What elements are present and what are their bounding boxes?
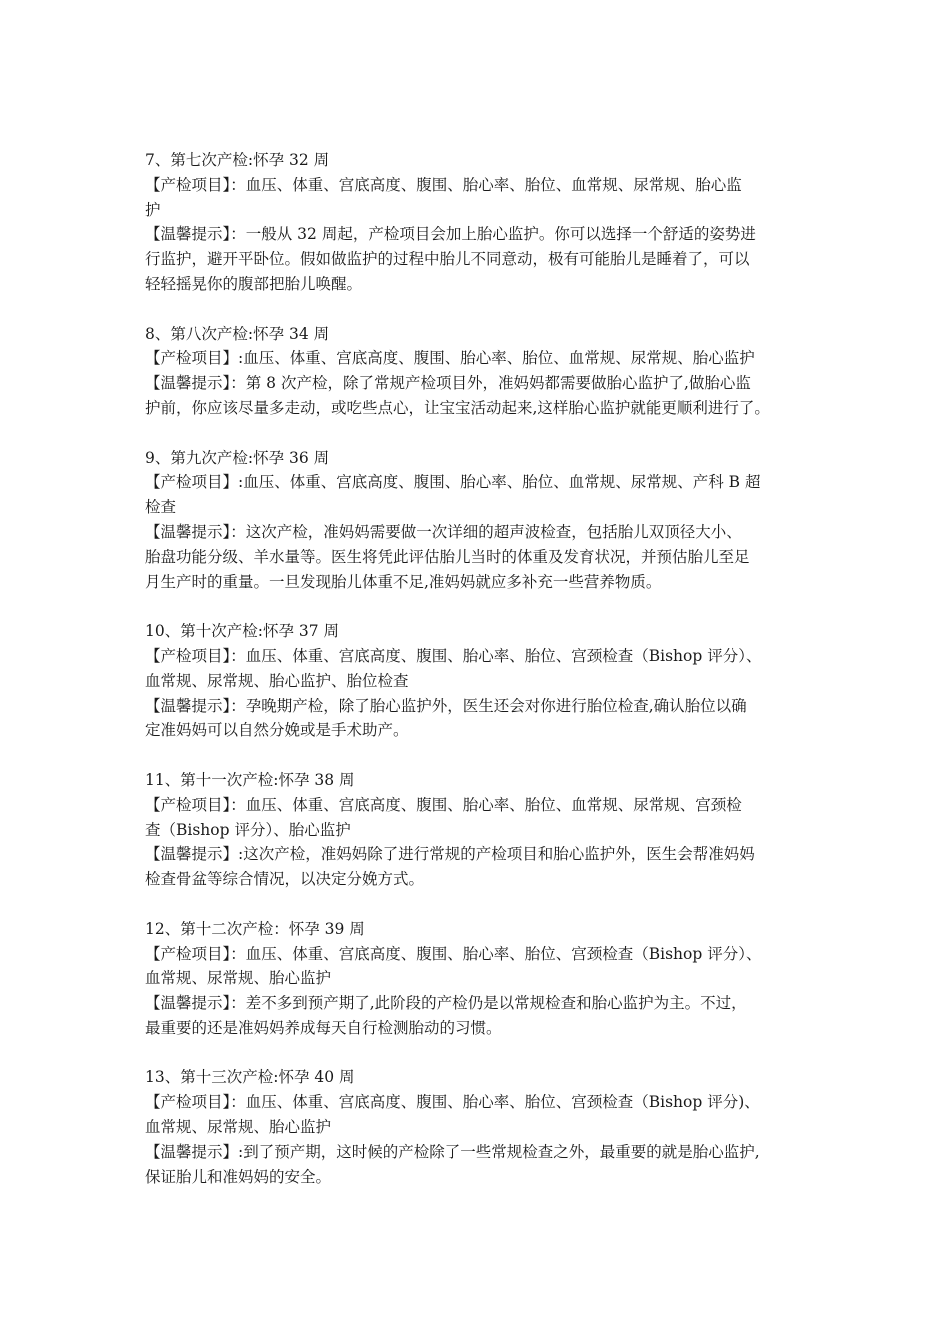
- tips-text: 【温馨提示】：第 8 次产检，除了常规产检项目外，准妈妈都需要做胎心监护了,做胎心监: [145, 374, 751, 393]
- checkup-items-cont: 检查: [145, 498, 177, 517]
- checkup-section-10: [145, 619, 815, 743]
- checkup-items: 【产检项目】：血压、体重、宫底高度、腹围、胎心率、胎位、宫颈检查（Bishop 评分）、: [145, 646, 762, 665]
- tips-text: 【温馨提示】：孕晚期产检，除了胎心监护外，医生还会对你进行胎位检查,确认胎位以确: [145, 696, 747, 715]
- tips-text: 【温馨提示】:这次产检，准妈妈除了进行常规的产检项目和胎心监护外，医生会帮准妈妈: [145, 845, 755, 864]
- tips-text-cont: 月生产时的重量。一旦发现胎儿体重不足,准妈妈就应多补充一些营养物质。: [145, 572, 662, 591]
- tips-text-cont: 定准妈妈可以自然分娩或是手术助产。: [145, 721, 409, 740]
- section-heading: 8、第八次产检:怀孕 34 周: [145, 324, 330, 343]
- tips-text-cont: 行监护，避开平卧位。假如做监护的过程中胎儿不同意动，极有可能胎儿是睡着了，可以: [145, 250, 750, 269]
- checkup-items-cont: 血常规、尿常规、胎心监护: [145, 969, 332, 988]
- checkup-section-9: [145, 446, 815, 595]
- section-heading: 9、第九次产检:怀孕 36 周: [145, 448, 330, 467]
- tips-text: 【温馨提示】：差不多到预产期了,此阶段的产检仍是以常规检查和胎心监护为主。不过，: [145, 994, 747, 1013]
- section-heading: 12、第十二次产检：怀孕 39 周: [145, 919, 365, 938]
- tips-text-cont: 护前，你应该尽量多走动，或吃些点心，让宝宝活动起来,这样胎心监护就能更顺利进行了。: [145, 398, 770, 417]
- checkup-section-8: [145, 322, 815, 421]
- tips-text-cont: 最重要的还是准妈妈养成每天自行检测胎动的习惯。: [145, 1018, 502, 1037]
- checkup-items-cont: 血常规、尿常规、胎心监护、胎位检查: [145, 671, 409, 690]
- tips-text-cont: 保证胎儿和准妈妈的安全。: [145, 1167, 332, 1186]
- checkup-items-cont: 查（Bishop 评分）、胎心监护: [145, 820, 351, 839]
- checkup-items: 【产检项目】：血压、体重、宫底高度、腹围、胎心率、胎位、血常规、尿常规、宫颈检: [145, 795, 742, 814]
- checkup-section-12: [145, 917, 815, 1041]
- section-heading: 10、第十次产检:怀孕 37 周: [145, 622, 340, 641]
- tips-text: 【温馨提示】：这次产检，准妈妈需要做一次详细的超声波检查，包括胎儿双顶径大小、: [145, 522, 742, 541]
- checkup-items: 【产检项目】：血压、体重、宫底高度、腹围、胎心率、胎位、宫颈检查（Bishop 评分)、: [145, 1093, 760, 1112]
- checkup-items-cont: 护: [145, 200, 161, 219]
- tips-text: 【温馨提示】:到了预产期，这时候的产检除了一些常规检查之外，最重要的就是胎心监护,: [145, 1142, 760, 1161]
- section-heading: 7、第七次产检:怀孕 32 周: [145, 151, 330, 169]
- checkup-section-13: [145, 1065, 815, 1189]
- checkup-items: 【产检项目】:血压、体重、宫底高度、腹围、胎心率、胎位、血常规、尿常规、产科 B 超: [145, 473, 761, 492]
- section-heading: 11、第十一次产检:怀孕 38 周: [145, 770, 355, 789]
- checkup-items: 【产检项目】:血压、体重、宫底高度、腹围、胎心率、胎位、血常规、尿常规、胎心监护: [145, 349, 755, 368]
- tips-text-cont: 胎盘功能分级、羊水量等。医生将凭此评估胎儿当时的体重及发育状况，并预估胎儿至足: [145, 547, 750, 566]
- checkup-items: 【产检项目】：血压、体重、宫底高度、腹围、胎心率、胎位、宫颈检查（Bishop 评分）、: [145, 944, 762, 963]
- document-page: [145, 148, 815, 1189]
- tips-text: 【温馨提示】：一般从 32 周起，产检项目会加上胎心监护。你可以选择一个舒适的姿势进: [145, 225, 756, 244]
- checkup-items: 【产检项目】：血压、体重、宫底高度、腹围、胎心率、胎位、血常规、尿常规、胎心监: [145, 175, 742, 194]
- section-heading: 13、第十三次产检:怀孕 40 周: [145, 1068, 355, 1087]
- tips-text-cont: 检查骨盆等综合情况，以决定分娩方式。: [145, 870, 425, 889]
- checkup-section-11: [145, 768, 815, 892]
- checkup-items-cont: 血常规、尿常规、胎心监护: [145, 1118, 332, 1137]
- checkup-section-7: [145, 148, 815, 297]
- tips-text-cont: 轻轻摇晃你的腹部把胎儿唤醒。: [145, 274, 363, 293]
